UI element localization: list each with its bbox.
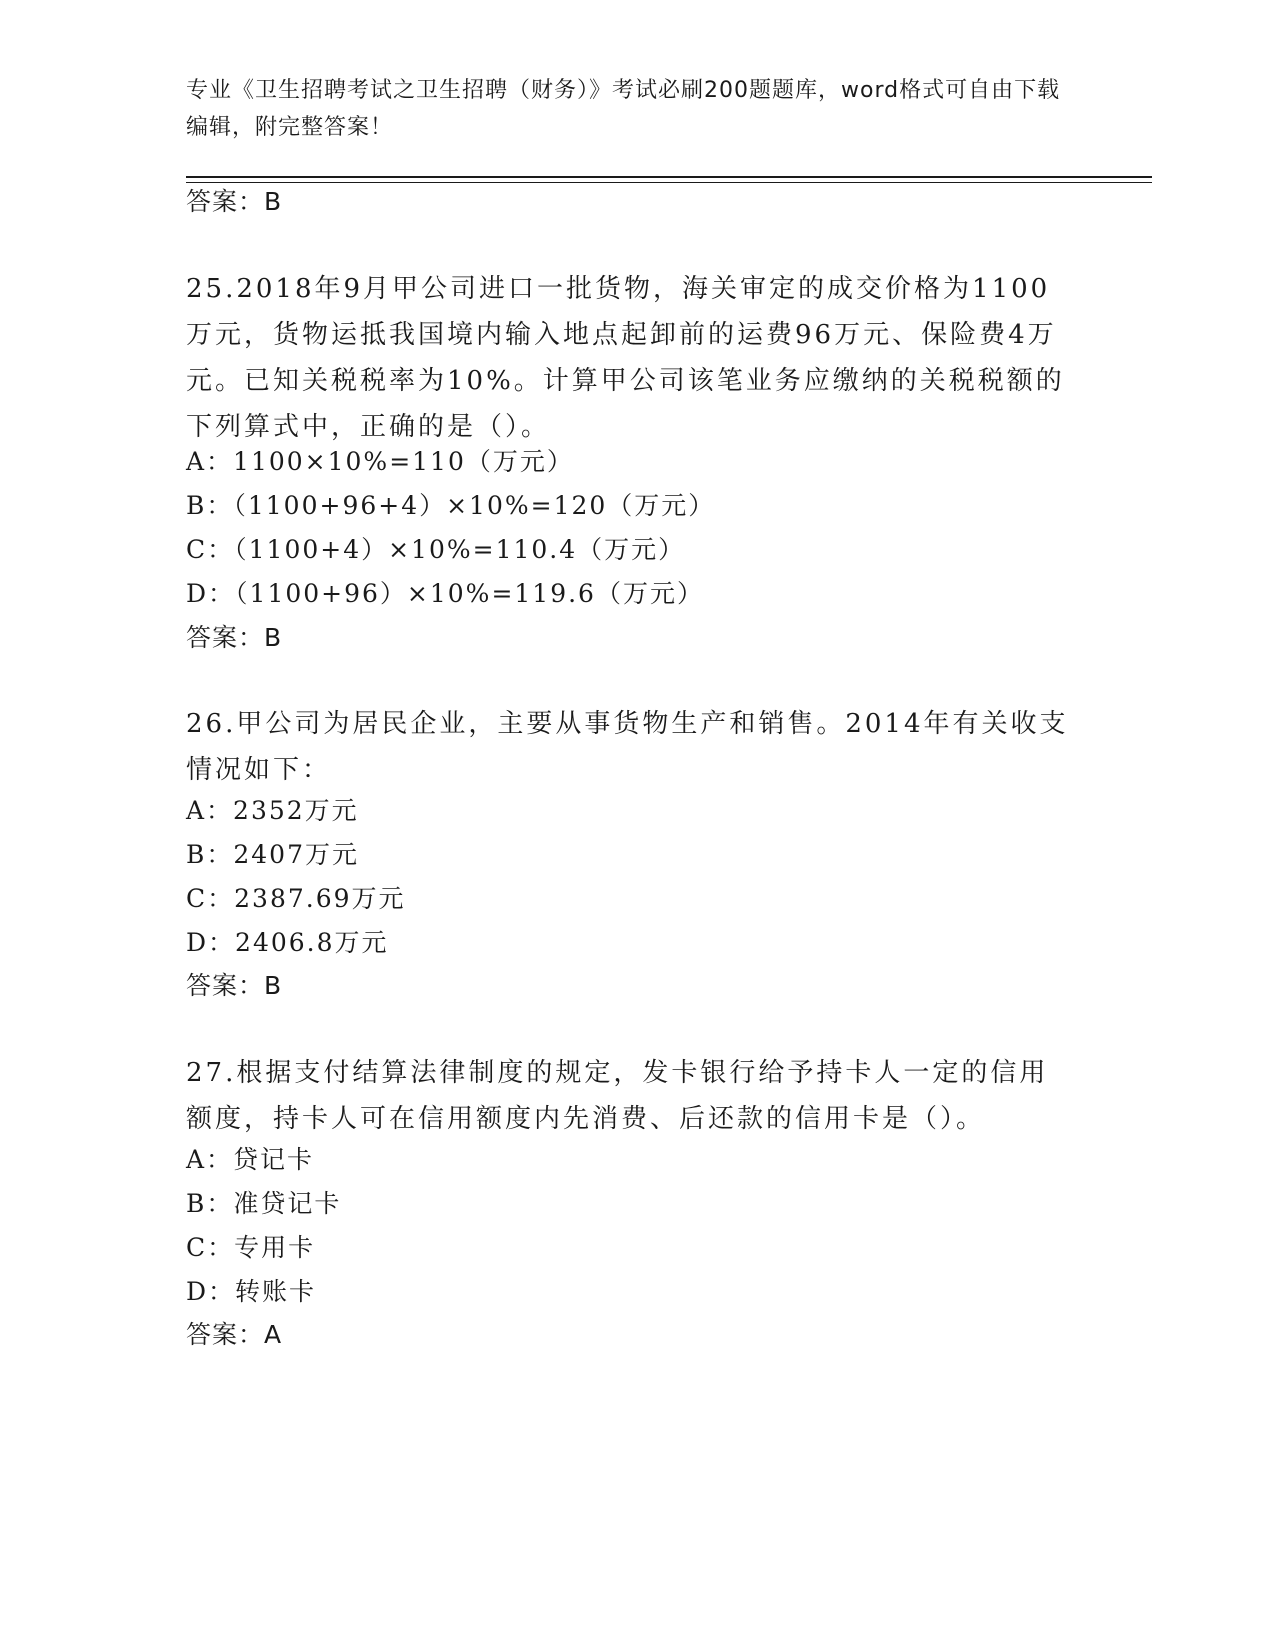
option-a: A：2352万元 bbox=[186, 796, 359, 825]
option-d: D：2406.8万元 bbox=[186, 928, 389, 957]
answer: 答案：B bbox=[186, 623, 283, 652]
previous-answer: 答案：B bbox=[186, 187, 283, 216]
answer: 答案：B bbox=[186, 971, 283, 1000]
option-c: C：（1100+4）×10%=110.4（万元） bbox=[186, 535, 686, 564]
option-c: C：专用卡 bbox=[186, 1233, 316, 1262]
answer: 答案：A bbox=[186, 1320, 283, 1349]
option-d: D：转账卡 bbox=[186, 1277, 317, 1306]
question-text: 27.根据支付结算法律制度的规定，发卡银行给予持卡人一定的信用额度，持卡人可在信用额度内先消费、后还款的信用卡是（）。 bbox=[186, 1058, 1049, 1134]
option-b: B：2407万元 bbox=[186, 840, 359, 869]
option-b: B：（1100+96+4）×10%=120（万元） bbox=[186, 491, 716, 520]
document-header: 专业《卫生招聘考试之卫生招聘（财务）》考试必刷200题题库，word格式可自由下载编辑，附完整答案！ bbox=[186, 78, 1061, 140]
option-c: C：2387.69万元 bbox=[186, 884, 406, 913]
option-d: D：（1100+96）×10%=119.6（万元） bbox=[186, 579, 704, 608]
header-divider-thin bbox=[186, 182, 1152, 183]
question-text: 26.甲公司为居民企业，主要从事货物生产和销售。2014年有关收支情况如下： bbox=[186, 709, 1069, 785]
option-a: A：1100×10%=110（万元） bbox=[186, 447, 574, 476]
option-b: B：准贷记卡 bbox=[186, 1189, 342, 1218]
question-text: 25.2018年9月甲公司进口一批货物，海关审定的成交价格为1100万元，货物运抵我国境内输入地点起卸前的运费96万元、保险费4万元。已知关税税率为10%。计算甲公司该笔业务应缴纳的关税税额的下列算式中，正确的是（）。 bbox=[186, 274, 1065, 442]
option-a: A：贷记卡 bbox=[186, 1145, 315, 1174]
header-divider-thick bbox=[186, 176, 1152, 178]
